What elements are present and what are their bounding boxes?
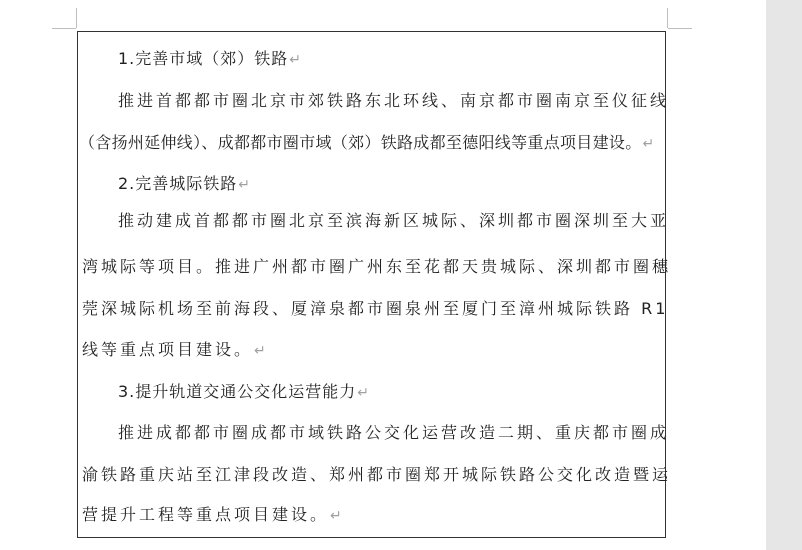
heading-text: 2.完善城际铁路 [118,174,238,193]
vertical-scrollbar[interactable] [766,0,802,550]
body-line[interactable] [82,299,668,319]
heading-line[interactable] [118,49,302,70]
heading-text: 3.提升轨道交通公交化运营能力 [118,382,357,401]
body-line[interactable] [82,465,671,485]
heading-line[interactable] [118,382,370,403]
body-line[interactable] [82,340,269,361]
body-text: 湾城际等项目。推进广州都市圈广州东至花都天贵城际、深圳都市圈穗 [82,257,672,276]
body-text: 莞深城际机场至前海段、厦漳泉都市圈泉州至厦门至漳州城际铁路 R1 [82,299,669,318]
crop-mark-top-right-vertical [667,8,668,28]
paragraph-mark-icon: ↵ [254,343,269,359]
paragraph-mark-icon: ↵ [642,136,655,152]
body-text: 推进成都都市圈成都市域铁路公交化运营改造二期、重庆都市圈成 [118,423,670,442]
paragraph-mark-icon: ↵ [289,52,303,68]
heading-line[interactable] [118,174,251,195]
body-text: （含扬州延伸线）、成都都市圈市域（郊）铁路成都至德阳线等重点项目建设。 [79,133,642,152]
heading-text: 1.完善市域（郊）铁路 [118,49,289,68]
body-text: 推动建成首都都市圈北京至滨海新区城际、深圳都市圈深圳至大亚 [118,211,670,230]
body-text: 推进首都都市圈北京市郊铁路东北环线、南京都市圈南京至仪征线 [118,91,670,110]
crop-mark-top-left-vertical [76,8,77,28]
body-line[interactable] [118,91,669,111]
body-line[interactable] [82,257,671,277]
body-line[interactable] [82,505,345,526]
body-line[interactable] [79,133,655,154]
paragraph-mark-icon: ↵ [357,385,371,401]
text-box[interactable] [77,31,672,538]
body-line[interactable] [118,211,669,231]
body-text: 线等重点项目建设。 [82,340,254,359]
body-text: 渝铁路重庆站至江津段改造、郑州都市圈郑开城际铁路公交化改造暨运 [82,465,672,484]
body-text: 营提升工程等重点项目建设。 [82,505,330,524]
paragraph-mark-icon: ↵ [330,508,345,524]
paragraph-mark-icon: ↵ [238,177,252,193]
crop-mark-top-right-horizontal [668,28,692,29]
crop-mark-top-left-horizontal [52,28,76,29]
body-line[interactable] [118,423,669,443]
